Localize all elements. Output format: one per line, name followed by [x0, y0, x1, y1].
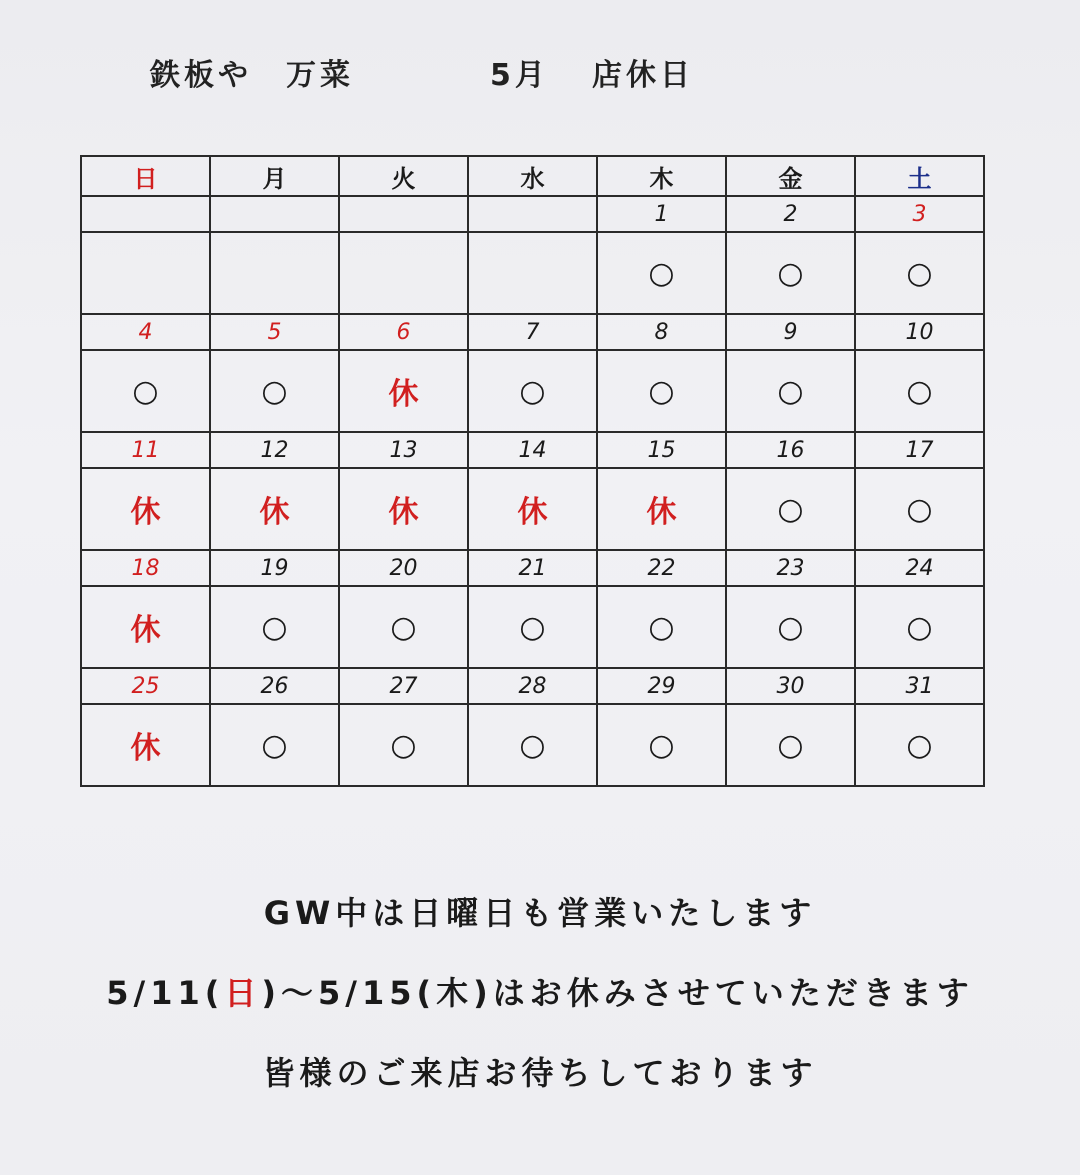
date-cell: 12 [210, 432, 339, 468]
date-row [81, 550, 984, 586]
status-row [81, 468, 984, 550]
closed-mark: 休 [597, 468, 726, 550]
date-cell: 15 [597, 432, 726, 468]
status-row [81, 232, 984, 314]
date-cell: 9 [726, 314, 855, 350]
closed-days-label: 店休日 [592, 58, 694, 93]
date-cell: 1 [597, 196, 726, 232]
weekday-sat: 土 [855, 156, 984, 196]
status-row [81, 350, 984, 432]
notice-text: 5/11( [106, 974, 225, 1012]
date-cell: 10 [855, 314, 984, 350]
date-cell: 24 [855, 550, 984, 586]
closed-mark: 休 [81, 468, 210, 550]
closed-mark: 休 [339, 468, 468, 550]
open-mark: ○ [339, 586, 468, 668]
open-mark: ○ [468, 704, 597, 786]
date-cell: 22 [597, 550, 726, 586]
open-mark: ○ [855, 468, 984, 550]
date-cell [81, 196, 210, 232]
date-cell: 29 [597, 668, 726, 704]
open-mark: ○ [597, 350, 726, 432]
notice-line-1: GW中は日曜日も営業いたします [263, 894, 817, 932]
date-cell: 21 [468, 550, 597, 586]
open-mark: ○ [726, 586, 855, 668]
open-mark: ○ [726, 232, 855, 314]
open-mark: ○ [339, 704, 468, 786]
weekday-sun: 日 [81, 156, 210, 196]
date-cell: 23 [726, 550, 855, 586]
open-mark: ○ [468, 350, 597, 432]
weekday-wed: 水 [468, 156, 597, 196]
open-mark: ○ [726, 468, 855, 550]
date-cell: 25 [81, 668, 210, 704]
open-mark: ○ [726, 350, 855, 432]
date-cell: 7 [468, 314, 597, 350]
closed-mark: 休 [81, 704, 210, 786]
open-mark: ○ [210, 350, 339, 432]
empty-cell [339, 232, 468, 314]
open-mark: ○ [597, 704, 726, 786]
date-cell [339, 196, 468, 232]
date-cell: 17 [855, 432, 984, 468]
closed-mark: 休 [81, 586, 210, 668]
weekday-mon: 月 [210, 156, 339, 196]
date-cell [468, 196, 597, 232]
weekday-thu: 木 [597, 156, 726, 196]
weekday-header-row [81, 156, 984, 196]
date-row [81, 314, 984, 350]
date-cell: 31 [855, 668, 984, 704]
calendar-table [80, 155, 985, 787]
date-cell: 30 [726, 668, 855, 704]
date-cell: 14 [468, 432, 597, 468]
closed-mark: 休 [339, 350, 468, 432]
open-mark: ○ [855, 232, 984, 314]
open-mark: ○ [468, 586, 597, 668]
date-cell: 8 [597, 314, 726, 350]
notice-text: )はお休みさせていただきます [473, 974, 974, 1012]
date-cell: 20 [339, 550, 468, 586]
open-mark: ○ [726, 704, 855, 786]
date-row [81, 196, 984, 232]
open-mark: ○ [855, 586, 984, 668]
status-row [81, 586, 984, 668]
date-cell: 26 [210, 668, 339, 704]
open-mark: ○ [855, 704, 984, 786]
closed-mark: 休 [468, 468, 597, 550]
weekday-fri: 金 [726, 156, 855, 196]
empty-cell [81, 232, 210, 314]
empty-cell [210, 232, 339, 314]
date-row [81, 668, 984, 704]
date-cell: 27 [339, 668, 468, 704]
status-row [81, 704, 984, 786]
date-cell: 5 [210, 314, 339, 350]
notice-sunday: 日 [224, 974, 262, 1012]
open-mark: ○ [597, 232, 726, 314]
date-cell [210, 196, 339, 232]
month-label: 5月 [490, 58, 549, 93]
open-mark: ○ [81, 350, 210, 432]
date-row [81, 432, 984, 468]
date-cell: 19 [210, 550, 339, 586]
closed-mark: 休 [210, 468, 339, 550]
notice-text: )～5/15( [261, 974, 437, 1012]
date-cell: 4 [81, 314, 210, 350]
date-cell: 3 [855, 196, 984, 232]
date-cell: 13 [339, 432, 468, 468]
date-cell: 2 [726, 196, 855, 232]
empty-cell [468, 232, 597, 314]
date-cell: 28 [468, 668, 597, 704]
open-mark: ○ [855, 350, 984, 432]
date-cell: 11 [81, 432, 210, 468]
open-mark: ○ [597, 586, 726, 668]
notice-line-3: 皆様のご来店お待ちしております [262, 1054, 818, 1092]
notice-line-2 [0, 968, 1080, 1014]
date-cell: 16 [726, 432, 855, 468]
date-cell: 6 [339, 314, 468, 350]
shop-name: 鉄板や 万菜 [150, 58, 354, 93]
open-mark: ○ [210, 704, 339, 786]
open-mark: ○ [210, 586, 339, 668]
weekday-tue: 火 [339, 156, 468, 196]
notice-thursday: 木 [436, 974, 474, 1012]
date-cell: 18 [81, 550, 210, 586]
